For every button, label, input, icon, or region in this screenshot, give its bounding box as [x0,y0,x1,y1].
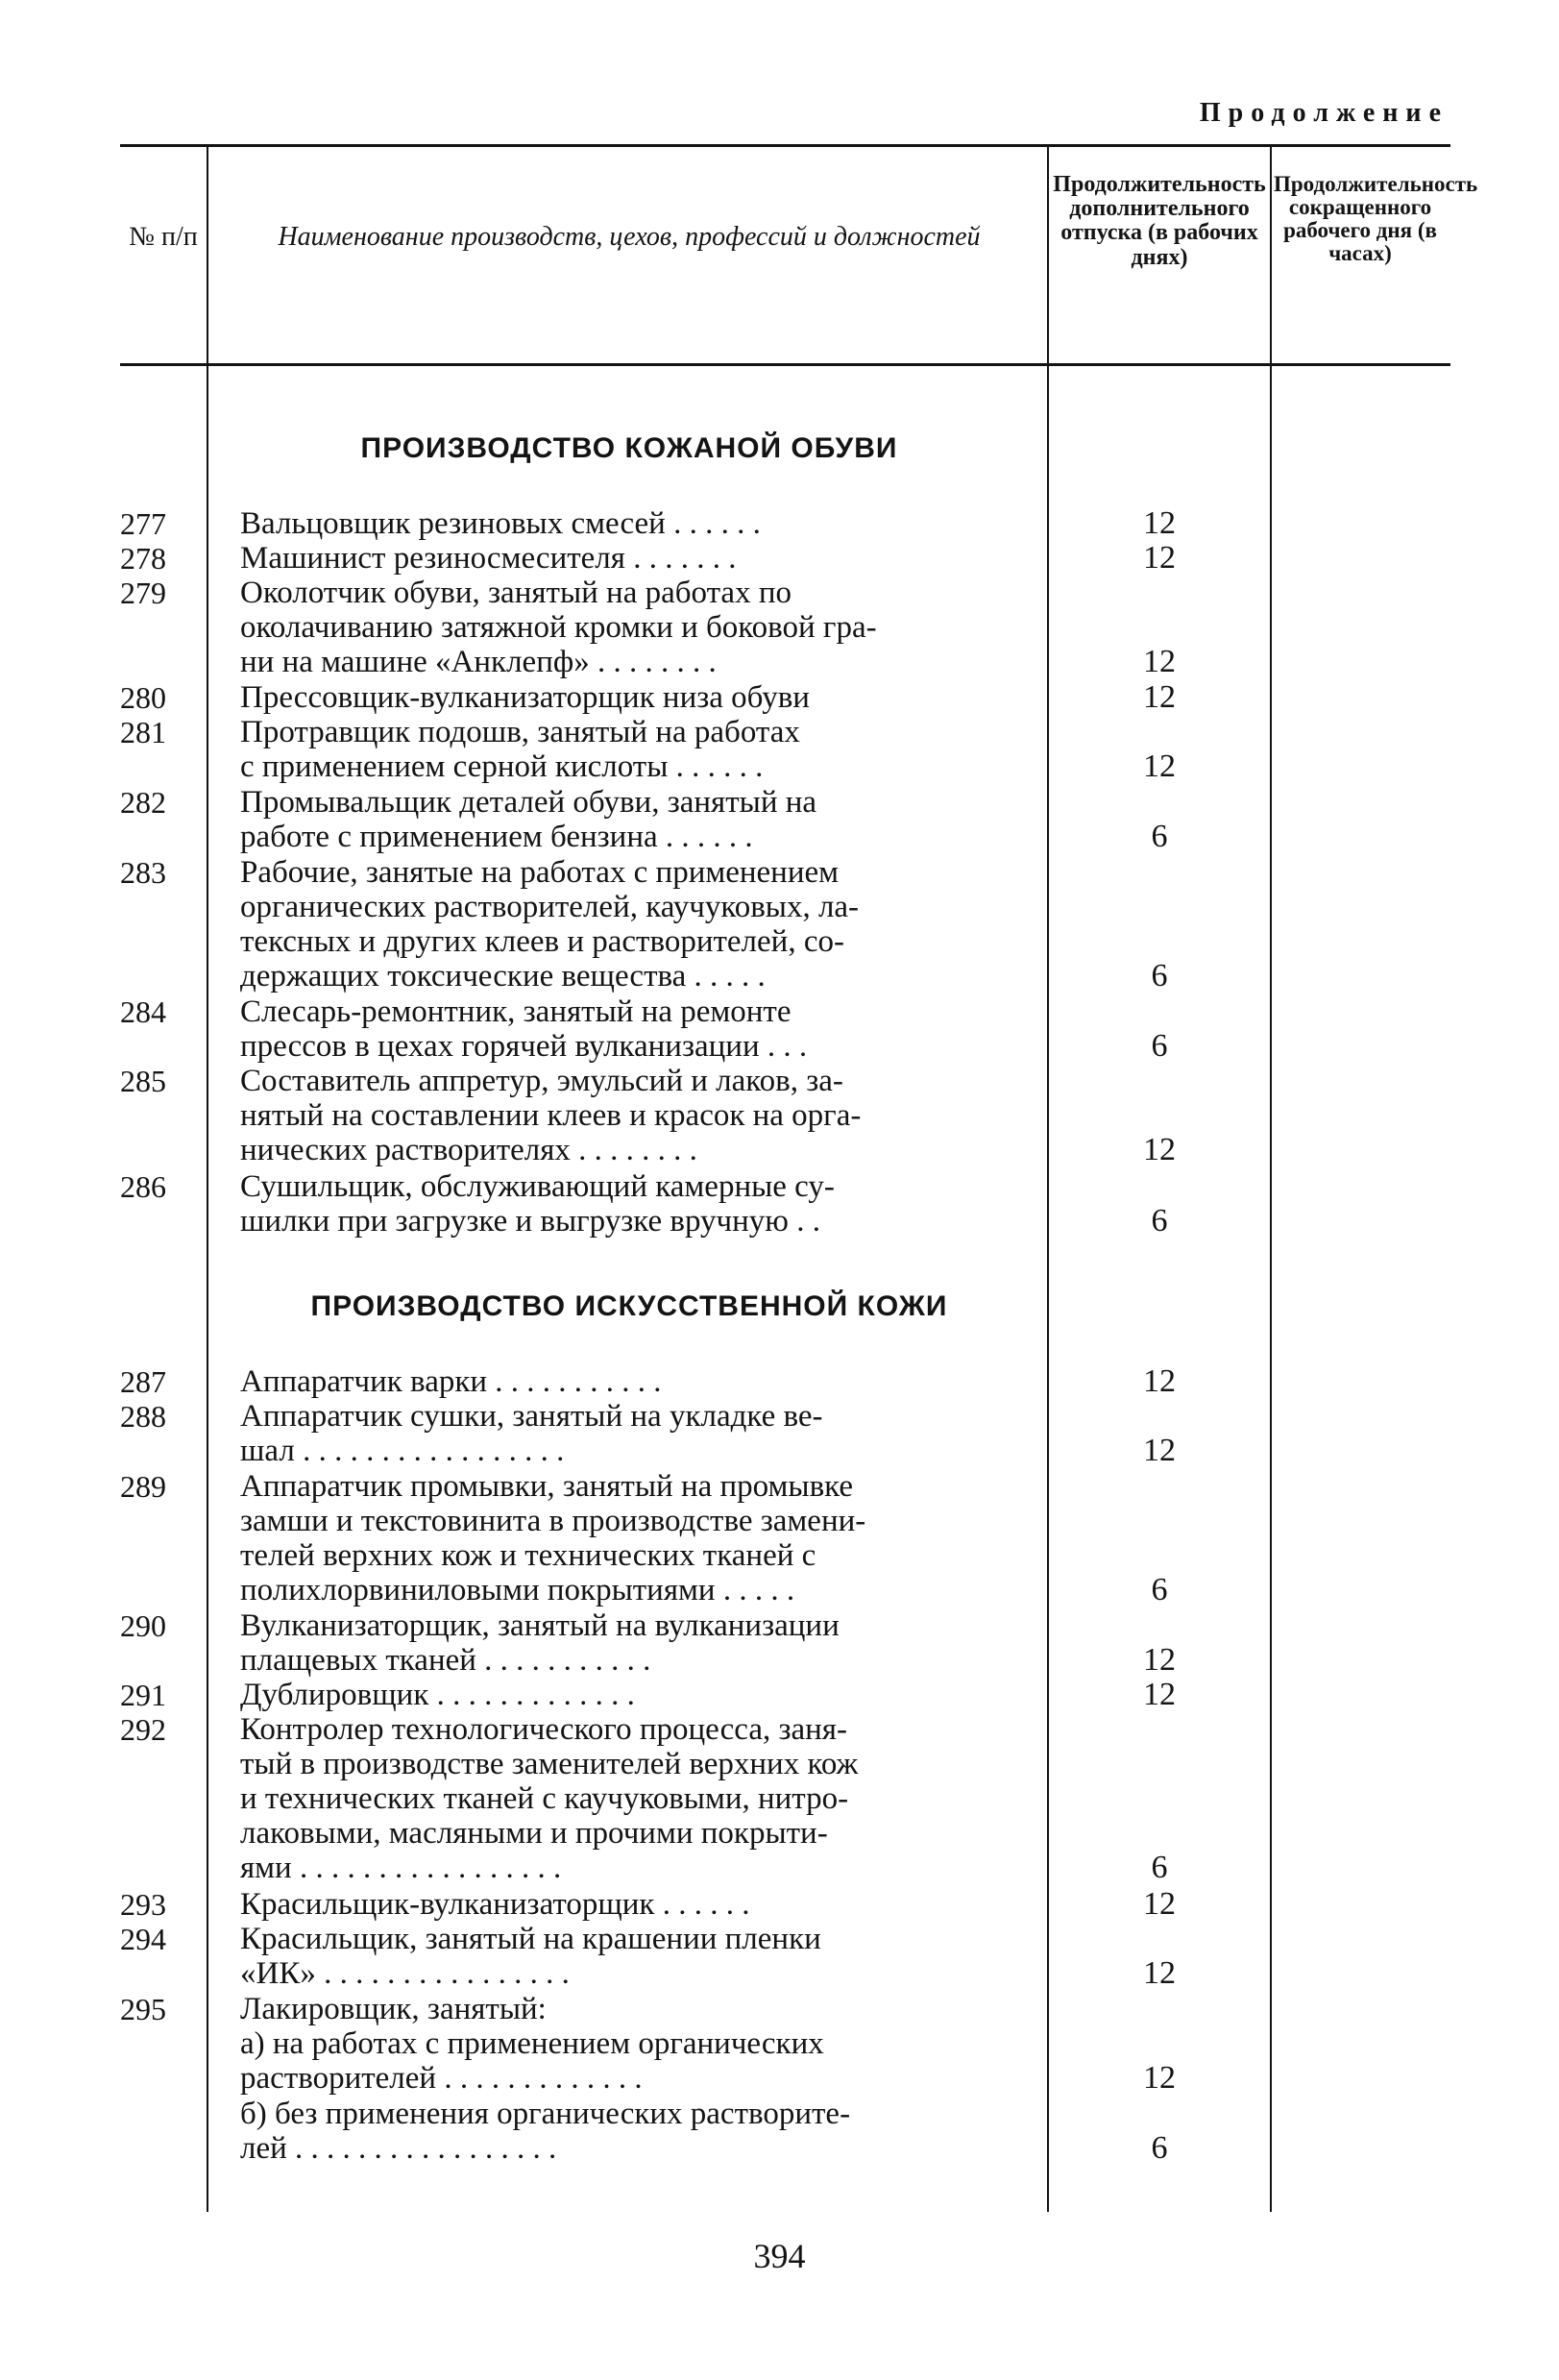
row-leave-days: 12 [1143,1363,1176,1399]
description-line: держащих токсические вещества . . . . . [240,959,766,994]
row-number: 285 [120,1064,166,1098]
description-line: Протравщик подошв, занятый на работах [240,715,800,749]
row-leave-days: 6 [1151,1850,1168,1885]
description-line: лаковыми, масляными и прочими покрыти- [240,1816,828,1851]
row-leave-days: 6 [1151,819,1168,854]
row-leave-days: 6 [1151,1028,1168,1064]
row-leave-days: 12 [1143,1433,1176,1468]
row-leave-days: 6 [1151,1572,1168,1607]
description-line: тексных и других клеев и растворителей, со- [240,924,844,959]
description-line: замши и текстовинита в производстве замени- [240,1504,866,1538]
section-title-leather-shoes: ПРОИЗВОДСТВО КОЖАНОЙ ОБУВИ [360,432,898,464]
row-leave-days: 12 [1143,679,1176,715]
row-description [240,2026,1037,2096]
row-description [240,1469,1037,1607]
row-number: 280 [120,680,166,715]
row-description [240,1364,1037,1399]
row-description [240,1064,1037,1167]
row-number: 289 [120,1469,166,1504]
description-line: «ИК» . . . . . . . . . . . . . . . . [240,1956,570,1991]
row-number: 290 [120,1608,166,1643]
row-leave-days: 12 [1143,540,1176,576]
description-line: Аппаратчик варки . . . . . . . . . . . [240,1364,662,1399]
row-number: 281 [120,715,166,749]
row-description [240,2097,1037,2166]
row-leave-days: 6 [1151,1203,1168,1239]
row-description [240,680,1037,715]
description-line: Промывальщик деталей обуви, занятый на [240,785,817,820]
row-description [240,1399,1037,1468]
description-line: Слесарь-ремонтник, занятый на ремонте [240,994,792,1029]
table-top-rule [120,144,1450,147]
header-bottom-rule [120,363,1450,366]
row-number: 286 [120,1169,166,1204]
header-short-day: Продолжительность сокращенного рабочего дня (в часах) [1274,172,1478,266]
row-leave-days: 12 [1143,644,1176,679]
description-line: лей . . . . . . . . . . . . . . . . . [240,2131,557,2166]
description-line: Аппаратчик сушки, занятый на укладке ве- [240,1399,823,1434]
column-divider-3 [1270,146,1272,2212]
description-line: Околотчик обуви, занятый на работах по [240,576,792,610]
description-line: нических растворителях . . . . . . . . [240,1133,697,1167]
row-number: 279 [120,576,166,610]
description-line: телей верхних кож и технических тканей с [240,1538,816,1573]
row-description [240,994,1037,1064]
page-number: 394 [753,2237,806,2275]
row-number: 277 [120,506,166,541]
description-line: шал . . . . . . . . . . . . . . . . . [240,1434,565,1468]
description-line: органических растворителей, каучуковых, ла- [240,890,860,924]
description-line: ями . . . . . . . . . . . . . . . . . [240,1851,562,1885]
description-line: с применением серной кислоты . . . . . . [240,749,764,784]
row-number: 294 [120,1922,166,1956]
description-line: и технических тканей с каучуковыми, нитро- [240,1781,849,1816]
description-line: Вальцовщик резиновых смесей . . . . . . [240,506,761,541]
description-line: а) на работах с применением органических [240,2026,824,2061]
row-description [240,506,1037,541]
column-divider-1 [207,146,208,2212]
description-line: околачиванию затяжной кромки и боковой гра- [240,610,877,645]
row-number: 278 [120,541,166,576]
description-line: Красильщик-вулканизаторщик . . . . . . [240,1887,750,1922]
row-leave-days: 12 [1143,1955,1176,1991]
row-description [240,541,1037,576]
row-number: 293 [120,1887,166,1922]
description-line: Рабочие, занятые на работах с применением [240,855,840,890]
row-leave-days: 12 [1143,748,1176,784]
row-description [240,576,1037,679]
description-line: Красильщик, занятый на крашении пленки [240,1922,821,1956]
row-number: 283 [120,855,166,890]
row-number: 284 [120,994,166,1029]
description-line: Составитель аппретур, эмульсий и лаков, за- [240,1064,843,1098]
description-line: Аппаратчик промывки, занятый на промывке [240,1469,854,1504]
header-number: № п/п [129,222,198,252]
description-line: Сушильщик, обслуживающий камерные су- [240,1169,835,1204]
description-line: растворителей . . . . . . . . . . . . . [240,2061,643,2096]
row-number: 287 [120,1364,166,1399]
header-extra-leave: Продолжительность дополнительного отпуска (в рабочих днях) [1053,172,1266,270]
description-line: шилки при загрузке и выгрузке вручную . . [240,1204,820,1239]
row-description [240,1678,1037,1712]
description-line: работе с применением бензина . . . . . . [240,820,753,854]
description-line: Контролер технологического процесса, заня- [240,1712,847,1747]
description-line: ни на машине «Анклепф» . . . . . . . . [240,645,717,679]
description-line: полихлорвиниловыми покрытиями . . . . . [240,1573,795,1607]
row-number: 282 [120,785,166,820]
row-leave-days: 12 [1143,1132,1176,1167]
row-description [240,1169,1037,1239]
row-description [240,785,1037,854]
description-line: Вулканизаторщик, занятый на вулканизации [240,1608,840,1643]
row-description [240,855,1037,994]
row-leave-days: 12 [1143,1886,1176,1922]
row-leave-days: 6 [1151,958,1168,994]
description-line: прессов в цехах горячей вулканизации . . . [240,1029,808,1064]
row-leave-days: 12 [1143,505,1176,541]
description-line: Лакировщик, занятый: [240,1992,547,2026]
description-line: б) без применения органических растворите- [240,2097,851,2131]
row-description [240,1608,1037,1678]
description-line: плащевых тканей . . . . . . . . . . . [240,1643,651,1678]
row-number: 288 [120,1399,166,1434]
row-leave-days: 12 [1143,1642,1176,1678]
row-number: 292 [120,1712,166,1747]
row-description [240,1922,1037,1991]
row-description [240,715,1037,784]
row-description [240,1992,1037,2026]
section-title-artificial-leather: ПРОИЗВОДСТВО ИСКУССТВЕННОЙ КОЖИ [310,1290,948,1322]
row-description [240,1887,1037,1922]
description-line: Дублировщик . . . . . . . . . . . . . [240,1678,635,1712]
row-number: 291 [120,1678,166,1712]
row-number: 295 [120,1992,166,2026]
description-line: тый в производстве заменителей верхних кож [240,1747,859,1781]
description-line: Прессовщик-вулканизаторщик низа обуви [240,680,810,715]
row-leave-days: 6 [1151,2130,1168,2166]
continued-label: Продолжение [1199,98,1449,128]
description-line: нятый на составлении клеев и красок на орга- [240,1098,862,1133]
row-leave-days: 12 [1143,1677,1176,1712]
row-description [240,1712,1037,1885]
header-name: Наименование производств, цехов, профессий и должностей [278,222,981,252]
description-line: Машинист резиносмесителя . . . . . . . [240,541,737,576]
row-leave-days: 12 [1143,2060,1176,2096]
